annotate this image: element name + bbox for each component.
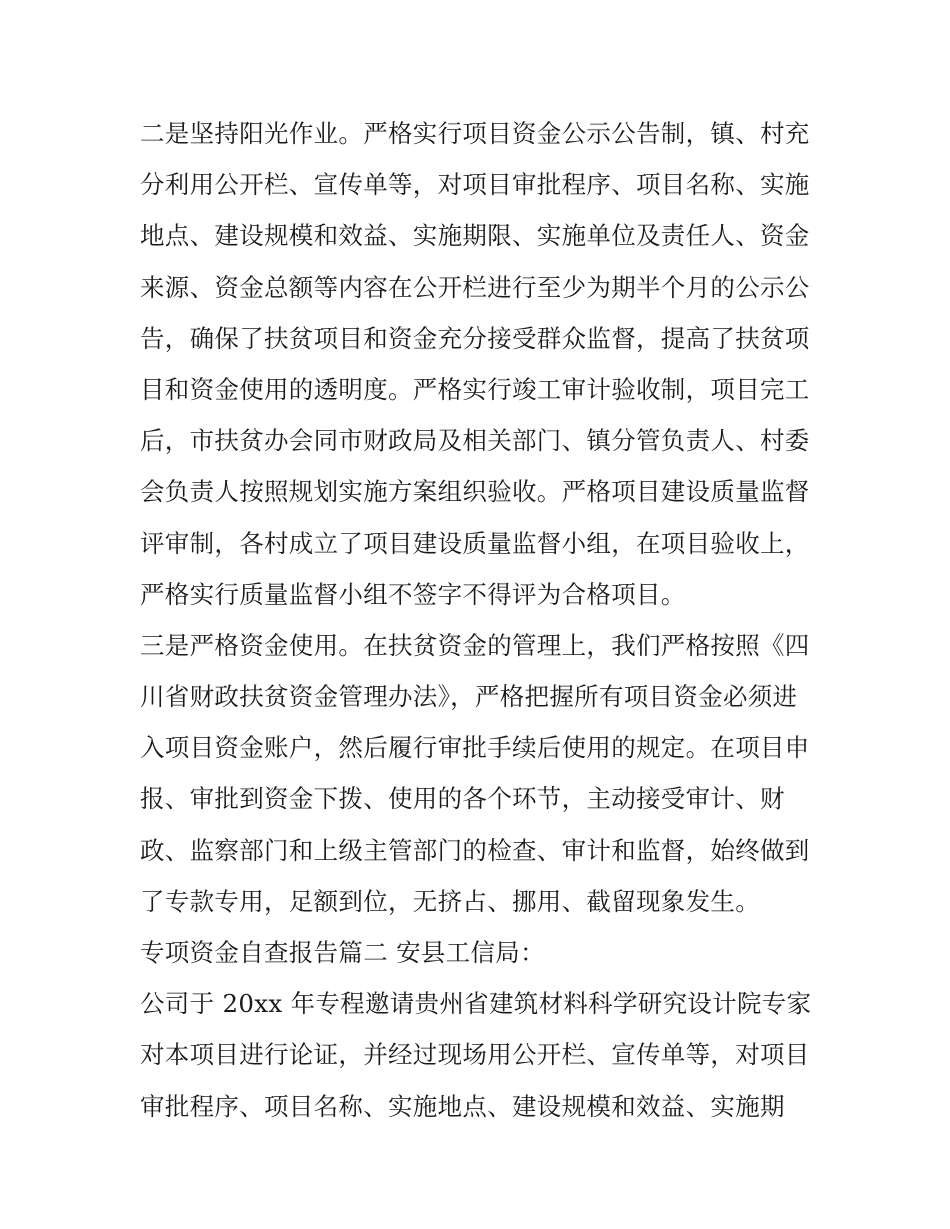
text-line: 报、审批到资金下拨、使用的各个环节，主动接受审计、财 — [140, 784, 785, 814]
text-line: 后，市扶贫办会同市财政局及相关部门、镇分管负责人、村委 — [140, 426, 810, 456]
section-heading-report-two — [140, 927, 812, 978]
paragraph-fund-usage — [140, 620, 812, 927]
paragraph-sunshine-operation — [140, 108, 812, 620]
text-line: 三是严格资金使用。在扶贫资金的管理上，我们严格按照《四 — [140, 630, 810, 660]
text-line: 目和资金使用的透明度。严格实行竣工审计验收制，项目完工 — [140, 374, 810, 404]
text-line: 严格实行质量监督小组不签字不得评为合格项目。 — [140, 579, 686, 609]
text-line: 公司于 20xx 年专程邀请贵州省建筑材料科学研究设计院专家 — [140, 989, 812, 1019]
text-line: 专项资金自查报告篇二 安县工信局： — [140, 938, 545, 967]
text-line: 入项目资金账户，然后履行审批手续后使用的规定。在项目申 — [140, 733, 810, 763]
paragraph-company-review — [140, 978, 812, 1132]
text-line: 二是坚持阳光作业。严格实行项目资金公示公告制，镇、村充 — [140, 119, 810, 148]
text-line: 地点、建设规模和效益、实施期限、实施单位及责任人、资金 — [140, 221, 810, 251]
text-line: 川省财政扶贫资金管理办法》，严格把握所有项目资金必须进 — [140, 682, 798, 712]
text-line: 审批程序、项目名称、实施地点、建设规模和效益、实施期 — [140, 1091, 785, 1121]
text-line: 会负责人按照规划实施方案组织验收。严格项目建设质量监督 — [140, 477, 810, 507]
text-line: 对本项目进行论证，并经过现场用公开栏、宣传单等，对项目 — [140, 1040, 810, 1070]
text-line: 分利用公开栏、宣传单等，对项目审批程序、项目名称、实施 — [140, 170, 810, 200]
text-line: 政、监察部门和上级主管部门的检查、审计和监督，始终做到 — [140, 835, 810, 865]
text-line: 来源、资金总额等内容在公开栏进行至少为期半个月的公示公 — [140, 272, 810, 302]
text-line: 评审制，各村成立了项目建设质量监督小组，在项目验收上， — [140, 528, 810, 558]
text-line: 告，确保了扶贫项目和资金充分接受群众监督，提高了扶贫项 — [140, 323, 810, 353]
text-line: 了专款专用，足额到位，无挤占、挪用、截留现象发生。 — [140, 886, 760, 916]
document-body — [140, 108, 812, 1132]
